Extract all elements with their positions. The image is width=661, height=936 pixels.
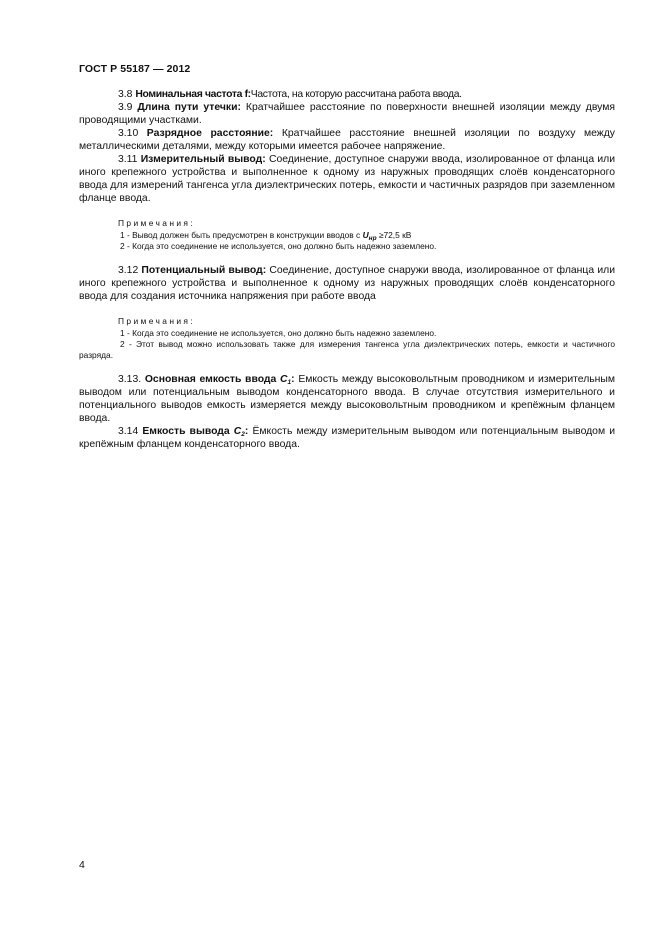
voltage-symbol: $U_{нр}$: [362, 230, 377, 242]
notes-block-2: [79, 316, 615, 361]
clause-3-14: [79, 425, 615, 451]
clause-3-10: [79, 127, 615, 153]
clause-3-13: [79, 373, 615, 425]
clause-text: Ёмкость между измерительным выводом или потенциальным выводом и крепёжным фланцем конденсаторного ввода.: [79, 426, 615, 450]
clause-number: 3.14: [118, 426, 139, 437]
clause-text: Кратчайшее расстояние по поверхности внешней изоляции между двумя проводящими участками.: [79, 102, 616, 126]
note-text: 1 - Вывод должен быть предусмотрен в конструкции вводов с: [120, 230, 361, 240]
clause-term: Длина пути утечки:: [137, 102, 241, 113]
clause-number: 3.12: [118, 265, 139, 276]
clause-3-9: [79, 101, 615, 127]
capacitance-symbol: $C_1$: [280, 374, 292, 386]
note-item: [79, 230, 615, 241]
clause-term: Измерительный вывод:: [140, 154, 266, 165]
clause-term: Основная емкость ввода: [144, 374, 277, 385]
clause-text: Кратчайшее расстояние внешней изоляции по воздуху между металлическими деталями, между которыми имеется рабочее напряжение.: [79, 128, 615, 152]
capacitance-symbol: $C_2$: [233, 426, 245, 438]
document-header: ГОСТ Р 55187 — 2012: [79, 63, 191, 75]
notes-title: Примечания:: [118, 218, 196, 228]
note-item: 1 - Когда это соединение не используется, оно должно быть надежно заземлено.: [120, 328, 437, 338]
clause-3-11: [79, 153, 615, 205]
clause-colon: :: [291, 374, 295, 385]
clause-number: 3.11: [118, 154, 138, 165]
clause-3-12: [79, 264, 615, 303]
clause-number: 3.9: [118, 102, 133, 113]
clause-text: Соединение, доступное снаружи ввода, изолированное от фланца или иного крепежного устройства и выполненное к одному из наружных проводящих слоёв конденсаторного ввода для измерений тангенса угла диэлектрических потерь, емкости и частичных разрядов при заземленном фланце ввода.: [79, 154, 616, 204]
clause-term: Потенциальный вывод:: [141, 265, 267, 276]
page-number: 4: [79, 859, 85, 871]
notes-block-1: [79, 218, 615, 252]
clause-number: 3.13.: [118, 374, 142, 385]
clause-term: Номинальная частота f:: [135, 89, 251, 100]
note-text: ≥72,5 кВ: [378, 230, 412, 240]
clause-text: Частота, на которую рассчитана работа ввода.: [250, 89, 462, 100]
clause-text: Емкость между высоковольтным проводником и измерительным выводом или потенциальным выводом конденсаторного ввода. В случае отсутствия измерительного и потенциального выводов емкость измеряется между высоковольтным проводником и крепёжным фланцем ввода.: [79, 374, 616, 424]
notes-title: Примечания:: [118, 316, 196, 326]
clause-colon: :: [244, 426, 249, 437]
clause-number: 3.10: [118, 128, 139, 139]
clause-number: 3.8: [118, 89, 133, 100]
clause-term: Емкость вывода: [142, 426, 230, 437]
clause-text: Соединение, доступное снаружи ввода, изолированное от фланца или иного крепежного устройства и выполненное к одному из наружных проводящих слоёв конденсаторного ввода для создания источника напряжения при работе ввода: [79, 265, 615, 302]
document-body: [79, 88, 615, 451]
note-item: 2 - Этот вывод можно использовать также для измерения тангенса угла диэлектрических потерь, емкости и частичного разряда.: [79, 339, 615, 360]
clause-3-8: [79, 88, 615, 101]
note-item: 2 - Когда это соединение не используется, оно должно быть надежно заземлено.: [120, 241, 437, 251]
clause-term: Разрядное расстояние:: [146, 128, 274, 139]
